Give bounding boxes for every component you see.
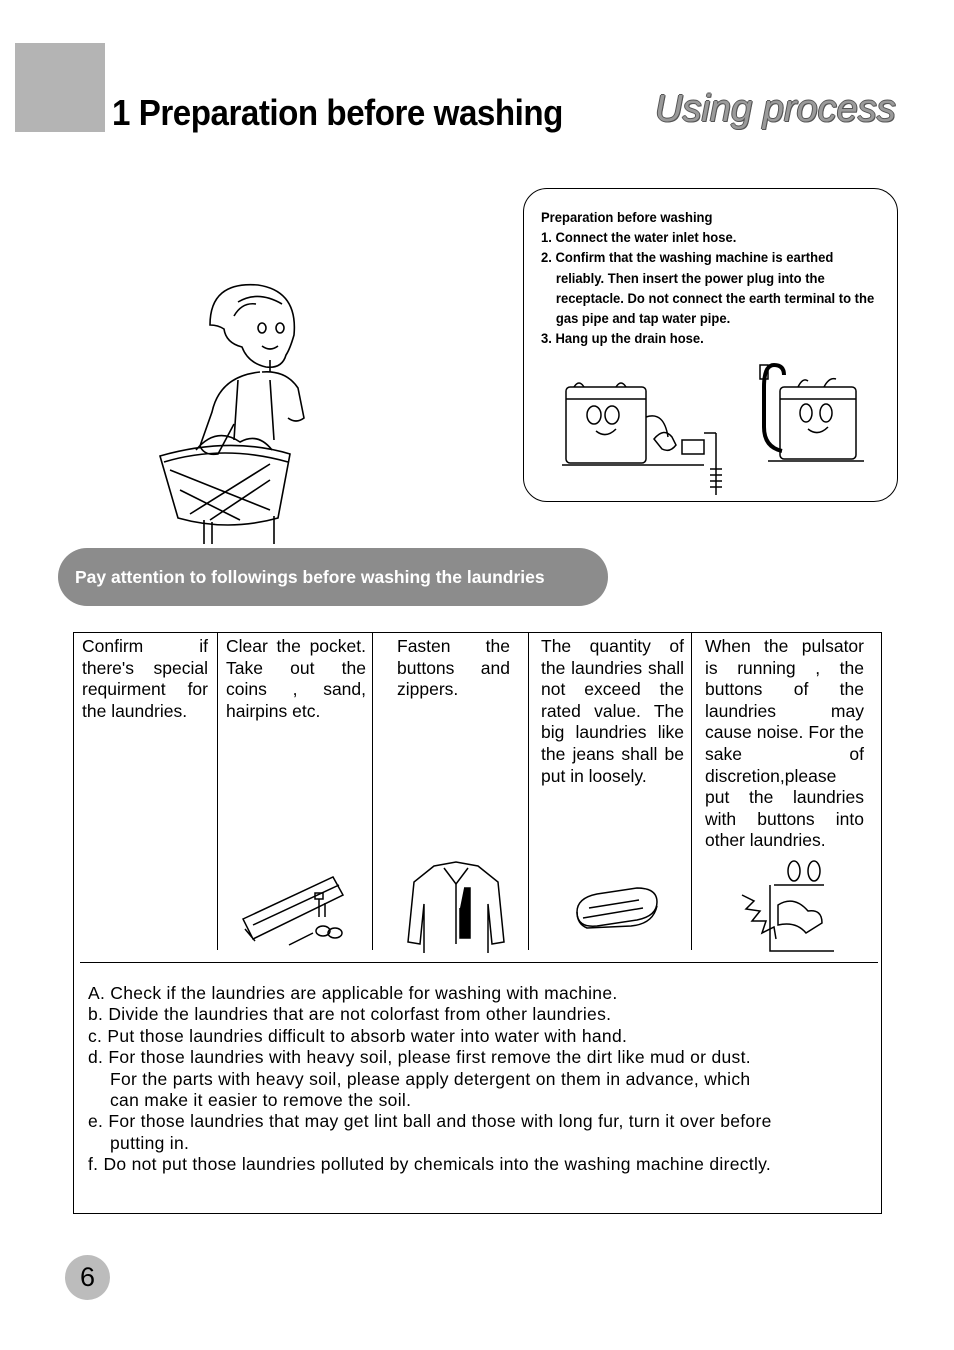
trousers-pocket-illustration — [239, 873, 349, 953]
info-item: 2. Confirm that the washing machine is earthed reliably. Then insert the power plug into the receptacle. Do not connect the earth terminal to the gas pipe and tap water pipe. — [541, 249, 875, 327]
step-item: f. Do not put those laundries polluted by chemicals into the washing machine directly. — [88, 1154, 772, 1175]
attention-banner: Pay attention to followings before washing the laundries — [58, 548, 608, 606]
column-fasten-buttons: Fasten the buttons and zippers. — [397, 636, 510, 700]
info-text — [541, 207, 875, 348]
step-item-continued: can make it easier to remove the soil. — [110, 1090, 412, 1111]
column-divider — [217, 633, 218, 950]
washing-steps-list — [88, 983, 878, 1176]
column-divider — [528, 633, 529, 950]
info-item: 3. Hang up the drain hose. — [541, 330, 704, 347]
shirt-illustration — [404, 858, 509, 953]
page-title: 1 Preparation before washing — [112, 92, 563, 133]
info-heading: Preparation before washing — [541, 209, 713, 225]
step-item: d. For those laundries with heavy soil, please first remove the dirt like mud or dust. — [88, 1047, 751, 1068]
folded-laundry-illustration — [569, 878, 664, 948]
section-divider — [80, 962, 878, 963]
section-title: Using process — [655, 88, 896, 130]
header-gray-block — [15, 43, 105, 132]
preparation-info-box — [523, 188, 898, 502]
step-item: b. Divide the laundries that are not colorfast from other laundries. — [88, 1004, 612, 1025]
column-special-requirement: Confirm if there's special requirment for the laundries. — [82, 636, 208, 721]
column-divider — [691, 633, 692, 950]
column-divider — [372, 633, 373, 950]
step-item: c. Put those laundries difficult to absorb water into water with hand. — [88, 1025, 628, 1046]
step-item: A. Check if the laundries are applicable for washing with machine. — [88, 983, 618, 1003]
page-number-badge: 6 — [65, 1255, 110, 1300]
washing-machines-illustration — [554, 357, 874, 497]
column-clear-pocket: Clear the pocket. Take out the coins , sand, hairpins etc. — [226, 636, 366, 721]
step-item: e. For those laundries that may get lint ball and those with long fur, turn it over before — [88, 1111, 772, 1132]
column-pulsator-noise: When the pulsator is running , the buttons of the laundries may cause noise. For the sake of discretion,please put the laundries with buttons into other laundries. — [705, 636, 864, 851]
column-quantity: The quantity of the laundries shall not exceed the rated value. The big laundries like the jeans shall be put in loosely. — [541, 636, 684, 786]
laundry-checklist-box — [73, 632, 882, 1214]
noisy-machine-illustration — [734, 855, 834, 955]
woman-with-basket-illustration — [150, 280, 310, 550]
step-item-continued: For the parts with heavy soil, please apply detergent on them in advance, which — [110, 1068, 751, 1089]
step-item-continued: putting in. — [110, 1132, 190, 1153]
info-item: 1. Connect the water inlet hose. — [541, 229, 737, 246]
